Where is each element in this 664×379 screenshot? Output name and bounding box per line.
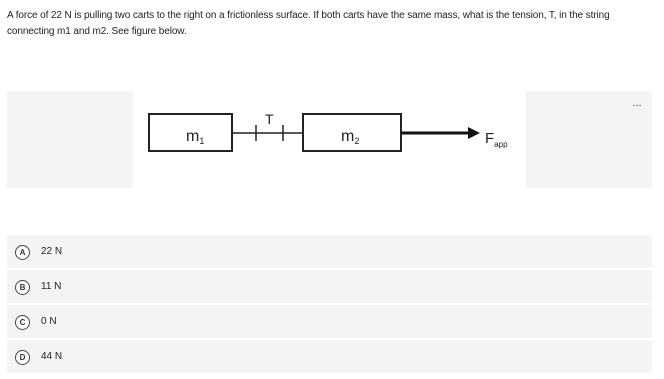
force-label: $F_{app}$ bbox=[485, 130, 508, 149]
option-letter-badge: B bbox=[15, 280, 30, 295]
option-text: 11 N bbox=[41, 281, 62, 292]
option-text: 44 N bbox=[41, 351, 63, 362]
question-text: A force of 22 N is pulling two carts to the right on a frictionless surface. If both carts have the same mass, what is the tension, T, in the string connecting m1 and m2. See figure below. bbox=[7, 10, 610, 37]
option-text: 22 N bbox=[41, 246, 63, 257]
cart-m2-label: m2 bbox=[341, 128, 360, 146]
cart-m1-label: m1 bbox=[186, 128, 205, 146]
option-text: 0 N bbox=[41, 316, 57, 327]
more-options-button[interactable]: ... bbox=[632, 97, 642, 109]
answer-options bbox=[7, 235, 652, 375]
option-letter-badge: C bbox=[15, 315, 30, 330]
answer-option-a[interactable] bbox=[7, 235, 652, 268]
option-letter-badge: D bbox=[15, 350, 30, 365]
option-letter-badge: A bbox=[15, 245, 30, 260]
force-arrow-head bbox=[468, 127, 480, 139]
answer-option-d[interactable] bbox=[7, 340, 652, 373]
answer-option-c[interactable] bbox=[7, 305, 652, 338]
tension-label: T bbox=[265, 111, 274, 127]
answer-option-b[interactable] bbox=[7, 270, 652, 303]
figure-left-margin bbox=[7, 91, 133, 188]
carts-diagram bbox=[148, 108, 528, 160]
